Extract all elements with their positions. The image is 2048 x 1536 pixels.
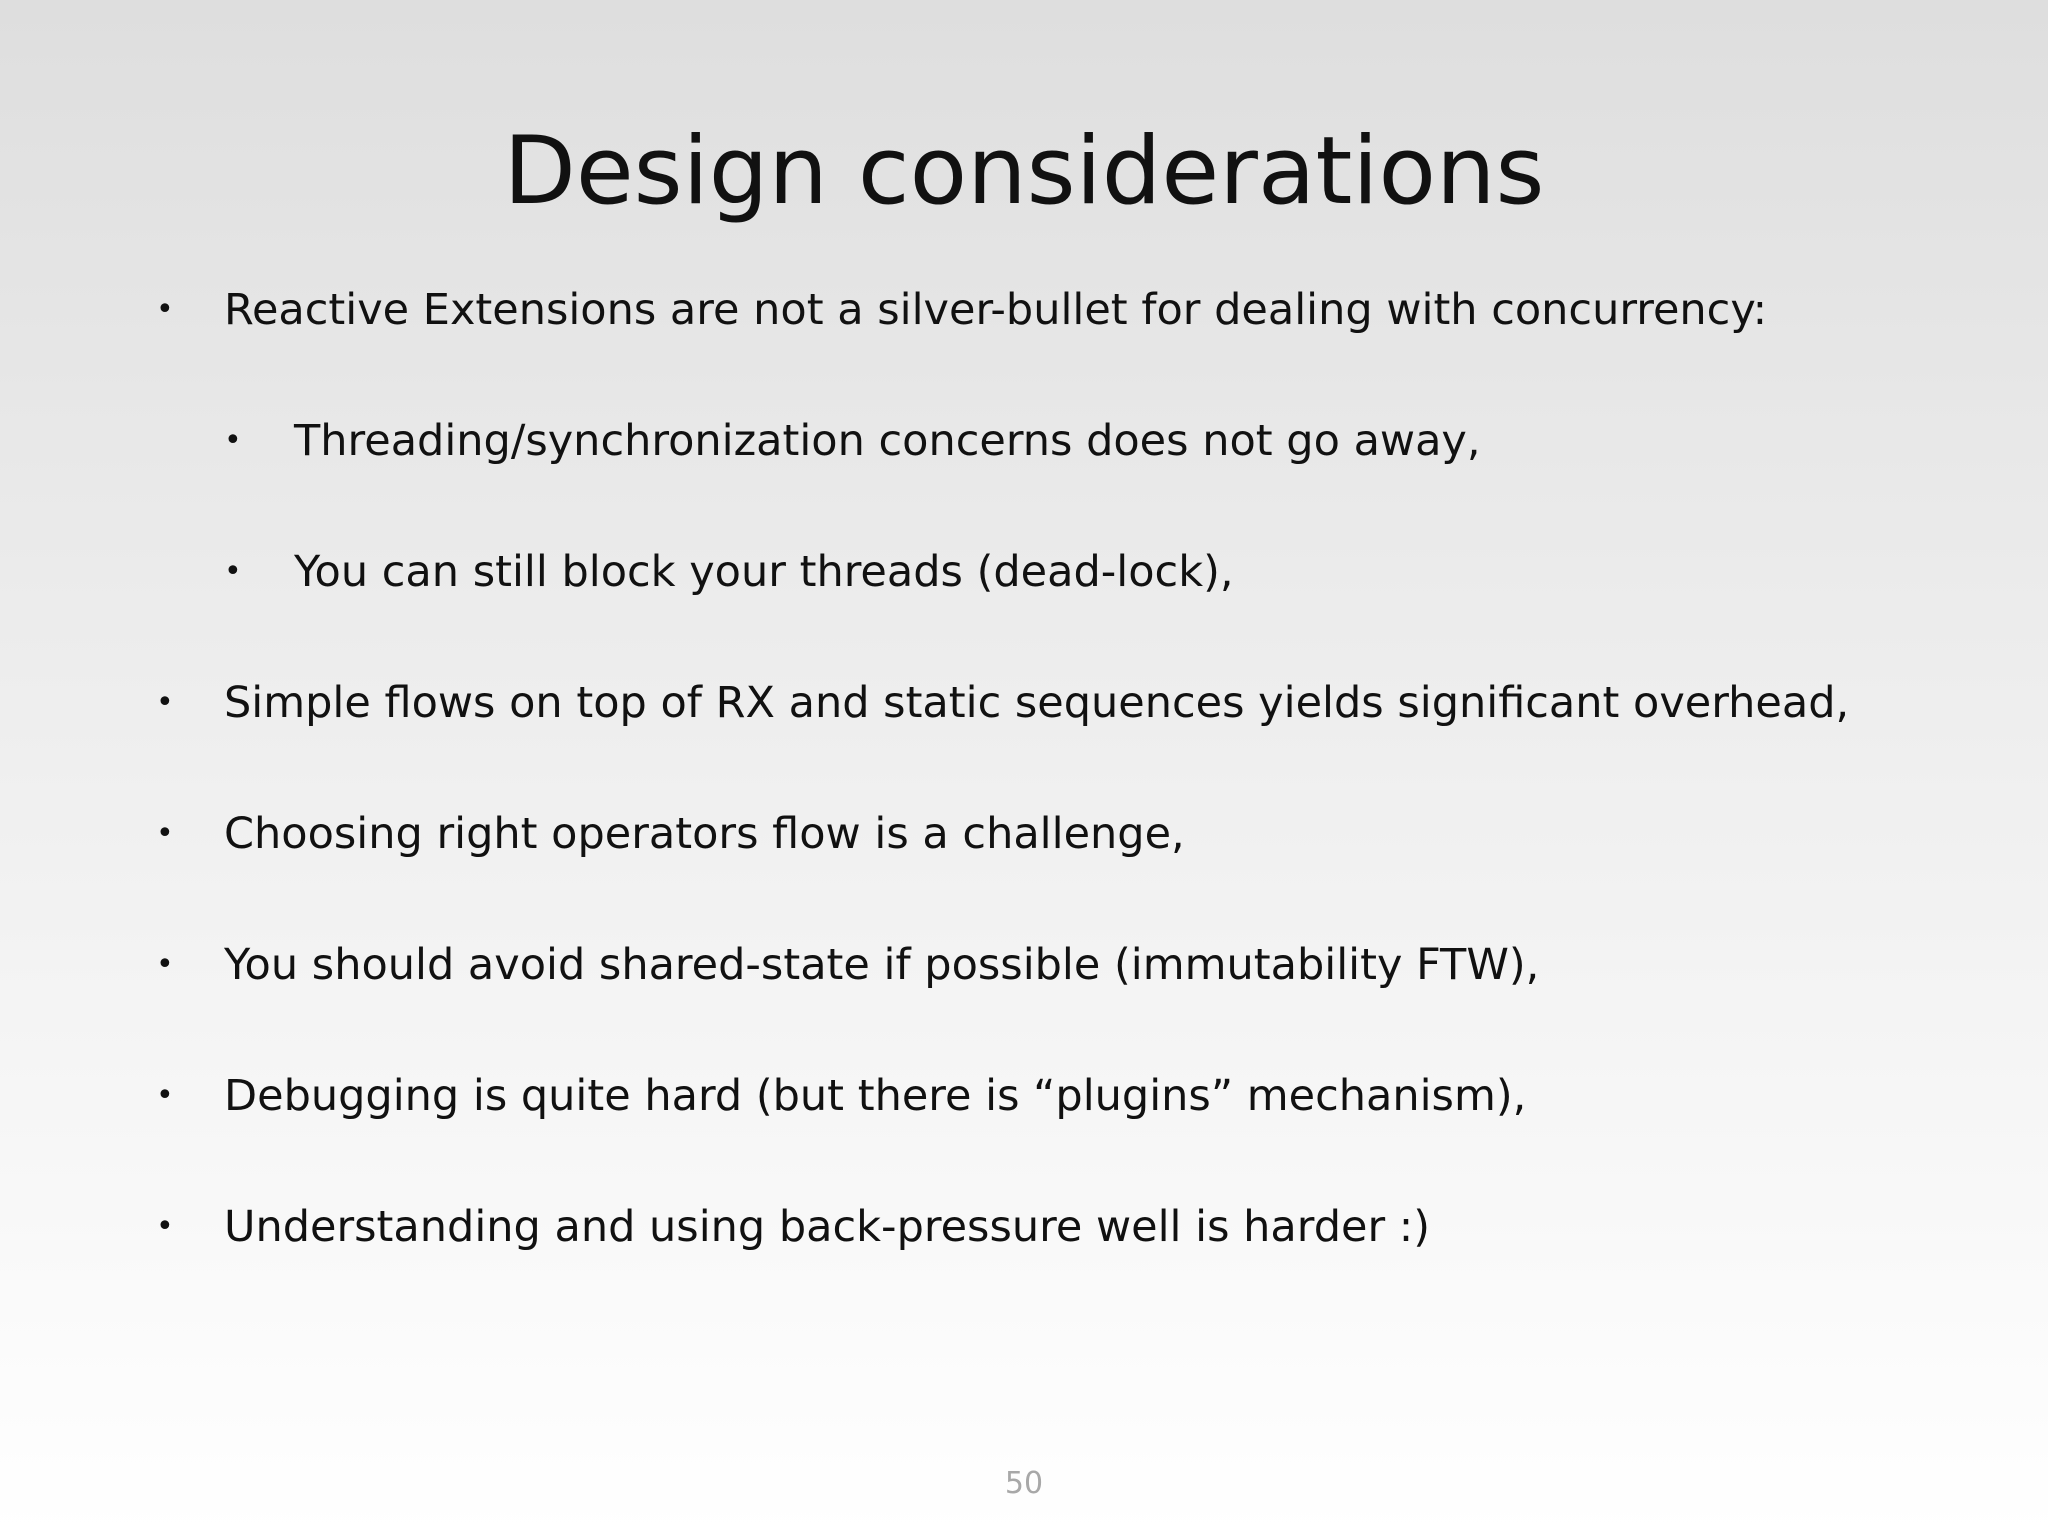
bullet-dot-icon: • <box>156 947 174 982</box>
bullet-item <box>156 675 1850 731</box>
bullet-dot-icon: • <box>156 292 174 327</box>
bullet-text: Threading/synchronization concerns does not go away, <box>294 416 1481 466</box>
slide-title: Design considerations <box>503 117 1545 226</box>
bullet-text: Reactive Extensions are not a silver-bullet for dealing with concurrency: <box>224 285 1768 335</box>
bullet-dot-icon: • <box>156 1078 174 1113</box>
bullet-text: Understanding and using back-pressure well is harder :) <box>224 1202 1431 1252</box>
bullet-dot-icon: • <box>156 1209 174 1244</box>
sub-bullet-item <box>224 544 1234 600</box>
bullet-item <box>156 1068 1527 1124</box>
bullet-text: You should avoid shared-state if possible (immutability FTW), <box>224 940 1540 990</box>
bullet-item <box>156 1199 1431 1255</box>
bullet-dot-icon: • <box>156 816 174 851</box>
bullet-text: Simple flows on top of RX and static sequences yields significant overhead, <box>224 678 1850 728</box>
page-number: 50 <box>1004 1466 1044 1501</box>
sub-bullet-item <box>224 413 1481 469</box>
bullet-text: You can still block your threads (dead-lock), <box>294 547 1234 597</box>
bullet-item <box>156 806 1185 862</box>
bullet-dot-icon: • <box>224 554 242 589</box>
bullet-text: Debugging is quite hard (but there is “plugins” mechanism), <box>224 1071 1527 1121</box>
bullet-dot-icon: • <box>156 685 174 720</box>
bullet-item <box>156 282 1768 338</box>
bullet-dot-icon: • <box>224 423 242 458</box>
bullet-item <box>156 937 1540 993</box>
bullet-text: Choosing right operators flow is a challenge, <box>224 809 1185 859</box>
